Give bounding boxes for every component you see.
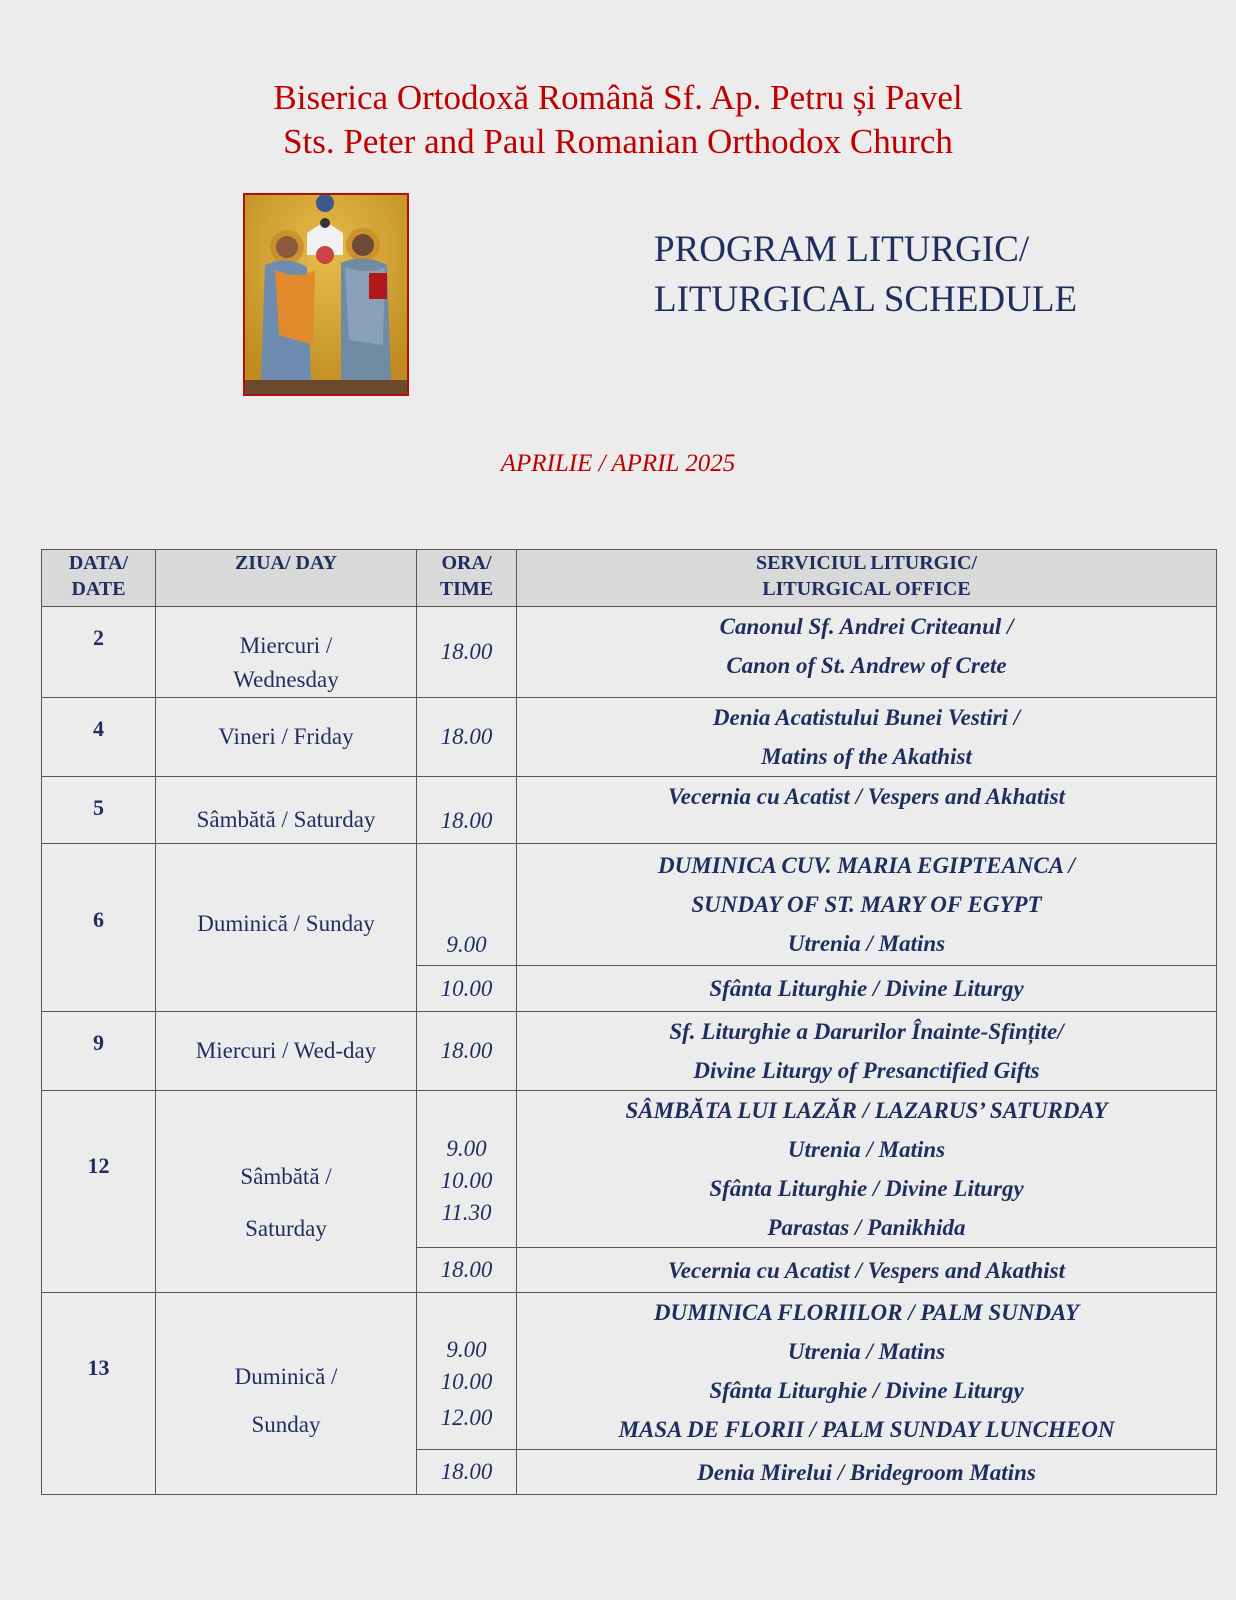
row-service: SÂMBĂTA LUI LAZĂR / LAZARUS’ SATURDAY Utrenia / Matins Sfânta Liturghie / Divine Liturgy Parastas / Panikhida <box>517 1091 1217 1248</box>
row-day: Sâmbătă / Saturday <box>156 1091 417 1293</box>
row-service: Sfânta Liturghie / Divine Liturgy <box>517 966 1217 1012</box>
table-row <box>42 777 1217 844</box>
table-row <box>42 844 1217 966</box>
row-day: Sâmbătă / Saturday <box>156 777 417 844</box>
table-row <box>42 698 1217 777</box>
row-date: 13 <box>42 1293 156 1495</box>
row-day: Vineri / Friday <box>156 698 417 777</box>
church-name-romanian: Biserica Ortodoxă Română Sf. Ap. Petru și Pavel <box>273 78 963 117</box>
row-service: Canonul Sf. Andrei Criteanul / Canon of St. Andrew of Crete <box>517 607 1217 698</box>
header-office: SERVICIUL LITURGIC/ LITURGICAL OFFICE <box>517 550 1217 607</box>
month-heading: APRILIE / APRIL 2025 <box>500 450 736 477</box>
church-name-english: Sts. Peter and Paul Romanian Orthodox Church <box>283 122 953 161</box>
row-day: Duminică / Sunday <box>156 1293 417 1495</box>
row-day: Duminică / Sunday <box>156 844 417 1012</box>
row-service: Vecernia cu Acatist / Vespers and Akathist <box>517 1248 1217 1293</box>
row-day: Miercuri / Wednesday <box>156 607 417 698</box>
table-row <box>42 1091 1217 1248</box>
row-date: 4 <box>42 698 156 777</box>
row-service: Denia Acatistului Bunei Vestiri / Matins of the Akathist <box>517 698 1217 777</box>
row-time: 9.00 <box>417 844 517 966</box>
table-header-row <box>42 550 1217 607</box>
header-date: DATA/ DATE <box>42 550 156 607</box>
header-time: ORA/ TIME <box>417 550 517 607</box>
row-date: 12 <box>42 1091 156 1293</box>
row-date: 6 <box>42 844 156 1012</box>
table-row <box>42 607 1217 698</box>
row-time: 18.00 <box>417 1450 517 1495</box>
header-day: ZIUA/ DAY <box>156 550 417 607</box>
row-date: 9 <box>42 1012 156 1091</box>
row-date: 2 <box>42 607 156 698</box>
table-row <box>42 1012 1217 1091</box>
row-time: 18.00 <box>417 698 517 777</box>
row-service: DUMINICA FLORIILOR / PALM SUNDAY Utrenia / Matins Sfânta Liturghie / Divine Liturgy MASA DE FLORII / PALM SUNDAY LUNCHEON <box>517 1293 1217 1450</box>
row-time: 9.00 10.00 11.30 <box>417 1091 517 1248</box>
row-day: Miercuri / Wed-day <box>156 1012 417 1091</box>
program-title-romanian: PROGRAM LITURGIC/ <box>654 229 1030 270</box>
liturgical-schedule-table <box>41 549 1217 1495</box>
row-time: 18.00 <box>417 1248 517 1293</box>
row-time: 10.00 <box>417 966 517 1012</box>
row-time: 18.00 <box>417 607 517 698</box>
table-row <box>42 1293 1217 1450</box>
row-date: 5 <box>42 777 156 844</box>
row-time: 9.00 10.00 12.00 <box>417 1293 517 1450</box>
row-service: Denia Mirelui / Bridegroom Matins <box>517 1450 1217 1495</box>
row-service: Sf. Liturghie a Darurilor Înainte-Sfințite/ Divine Liturgy of Presanctified Gifts <box>517 1012 1217 1091</box>
row-service: DUMINICA CUV. MARIA EGIPTEANCA / SUNDAY OF ST. MARY OF EGYPT Utrenia / Matins <box>517 844 1217 966</box>
row-time: 18.00 <box>417 1012 517 1091</box>
row-time: 18.00 <box>417 777 517 844</box>
saints-peter-and-paul-icon <box>243 193 409 396</box>
program-title-english: LITURGICAL SCHEDULE <box>654 279 1078 320</box>
row-service: Vecernia cu Acatist / Vespers and Akhatist <box>517 777 1217 844</box>
